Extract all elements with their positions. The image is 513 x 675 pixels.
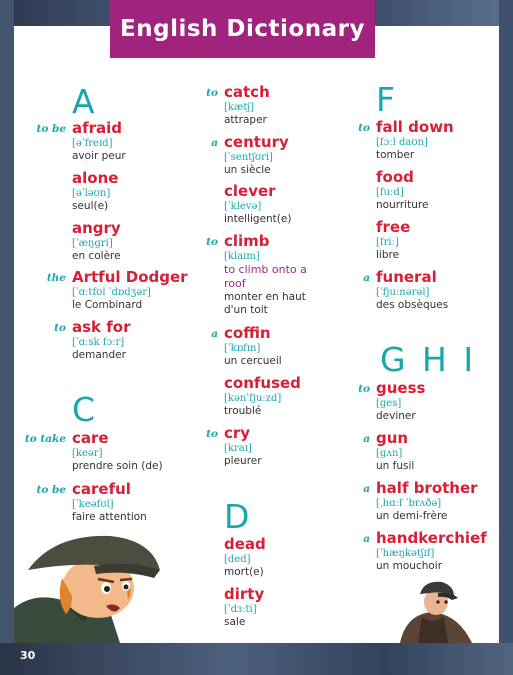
entry-translation: seul(e)	[72, 200, 109, 212]
entry-phonetic: [fuːd]	[376, 187, 404, 198]
entry-translation: en colère	[72, 250, 121, 262]
entry-prefix: to take	[24, 433, 66, 445]
entry-translation: un fusil	[376, 460, 415, 472]
entry-translation: un demi-frère	[376, 510, 448, 522]
entry-word: funeral	[376, 268, 437, 286]
entry-word: century	[224, 133, 289, 151]
entry-phonetic: [əˈfreɪd]	[72, 138, 113, 149]
entry-care	[24, 429, 202, 473]
entry-ask-for	[54, 318, 202, 362]
entry-prefix: to be	[36, 484, 66, 496]
entry-dead	[224, 536, 354, 579]
entry-translation: un mouchoir	[376, 560, 443, 572]
entry-phonetic: [ˌhɑːf ˈbrʌðə]	[376, 498, 442, 509]
entry-word: care	[72, 429, 109, 447]
entry-catch	[206, 83, 354, 127]
entry-phonetic: [ˈkɒfɪn]	[224, 343, 261, 354]
entry-prefix: to be	[36, 123, 66, 135]
entry-word: handkerchief	[376, 529, 487, 547]
entry-phonetic: [ges]	[376, 398, 402, 409]
entry-half-brother	[363, 479, 506, 523]
entry-climb	[206, 232, 354, 317]
entry-translation: demander	[72, 349, 126, 361]
entry-word: free	[376, 218, 411, 236]
entry-confused	[224, 375, 354, 418]
entry-translation: le Combinard	[72, 299, 143, 311]
entry-word: gun	[376, 429, 409, 447]
entry-prefix: a	[363, 272, 370, 284]
entry-careful	[36, 480, 202, 524]
entry-translation: des obsèques	[376, 299, 449, 311]
entry-translation: avoir peur	[72, 150, 126, 162]
entry-word: afraid	[72, 119, 123, 137]
entry-phonetic: [ˈhæŋkətʃɪf]	[376, 548, 435, 559]
entry-funeral	[363, 268, 506, 312]
entry-translation: troublé	[224, 405, 262, 417]
entry-translation: deviner	[376, 410, 416, 422]
entry-phonetic: [ˈfjuːnərəl]	[376, 287, 430, 298]
entry-word: fall down	[376, 118, 454, 136]
entry-prefix: to	[206, 428, 218, 440]
entry-prefix: a	[211, 137, 218, 149]
entry-phonetic: [ˈsentʃʊri]	[224, 152, 273, 163]
entry-cry	[206, 424, 354, 468]
entry-prefix: a	[363, 533, 370, 545]
entry-word: coffin	[224, 324, 271, 342]
page-title: English Dictionary	[110, 0, 375, 58]
entry-phonetic: [ˈɑːsk fɔːr]	[72, 337, 125, 348]
entry-century	[211, 133, 354, 177]
entry-phonetic: [əˈləʊn]	[72, 188, 111, 199]
entry-prefix: to	[206, 236, 218, 248]
letter-heading-d: D	[224, 497, 250, 536]
entry-gun	[363, 429, 506, 473]
entry-prefix: the	[46, 272, 66, 284]
entry-word: cry	[224, 424, 251, 442]
entry-word: food	[376, 168, 414, 186]
page-number: 30	[20, 649, 36, 662]
entry-translation: pleurer	[224, 455, 262, 467]
entry-word: ask for	[72, 318, 131, 336]
entry-artful-dodger	[46, 268, 202, 312]
entry-phonetic: [fɔːl daʊn]	[376, 137, 428, 148]
background-left	[0, 0, 14, 675]
entry-word: catch	[224, 83, 270, 101]
entry-phonetic: [ˈæŋgri]	[72, 238, 113, 249]
entry-word: climb	[224, 232, 270, 250]
entry-afraid	[36, 119, 202, 163]
entry-dirty	[224, 586, 354, 629]
entry-phonetic: [keər]	[72, 448, 103, 459]
entry-prefix: a	[363, 433, 370, 445]
entry-prefix: a	[211, 328, 218, 340]
entry-handkerchief	[363, 529, 506, 573]
entry-translation: attraper	[224, 114, 267, 126]
entry-phonetic: [ˈklevə]	[224, 201, 262, 212]
entry-word: dirty	[224, 585, 265, 603]
entry-guess	[358, 379, 506, 423]
entry-translation: un cercueil	[224, 355, 282, 367]
letter-heading-c: C	[72, 390, 96, 429]
entry-fall-down	[358, 118, 506, 162]
entry-phonetic: [kənˈfjuːzd]	[224, 393, 282, 404]
entry-word: guess	[376, 379, 426, 397]
entry-translation: tomber	[376, 149, 415, 161]
entry-word: half brother	[376, 479, 478, 497]
man-illustration	[392, 580, 482, 643]
background-right	[499, 0, 513, 675]
entry-coffin	[211, 324, 354, 368]
entry-prefix: to	[54, 322, 66, 334]
entry-word: alone	[72, 169, 119, 187]
letter-heading-f: F	[376, 80, 395, 119]
entry-clever	[224, 183, 354, 226]
entry-prefix: to	[358, 122, 370, 134]
entry-food	[376, 169, 506, 212]
entry-phonetic: [kraɪ]	[224, 443, 252, 454]
letter-heading-a: A	[72, 82, 95, 121]
entry-phonetic: [kætʃ]	[224, 102, 254, 113]
entry-translation: intelligent(e)	[224, 213, 292, 225]
entry-translation: mort(e)	[224, 566, 264, 578]
entry-word: Artful Dodger	[72, 268, 188, 286]
entry-phonetic: [ˈkeəfʊl]	[72, 499, 114, 510]
background-bottom	[0, 643, 513, 675]
entry-angry	[72, 220, 202, 263]
entry-phonetic: [klaɪm]	[224, 251, 260, 262]
entry-phonetic: [gʌn]	[376, 448, 403, 459]
entry-free	[376, 219, 506, 262]
entry-phonetic: [ded]	[224, 554, 251, 565]
entry-word: dead	[224, 535, 266, 553]
entry-prefix: to	[358, 383, 370, 395]
entry-prefix: to	[206, 87, 218, 99]
entry-word: angry	[72, 219, 121, 237]
entry-phonetic: [friː]	[376, 237, 399, 248]
entry-word: careful	[72, 480, 131, 498]
entry-translation: faire attention	[72, 511, 147, 523]
entry-translation: monter en haut d'un toit	[224, 291, 306, 316]
entry-translation: nourriture	[376, 199, 429, 211]
entry-translation: un siècle	[224, 164, 271, 176]
entry-phonetic: [ˈɑːtfʊl ˈdɒdʒər]	[72, 287, 151, 298]
entry-translation: prendre soin (de)	[72, 460, 163, 472]
entry-word: confused	[224, 374, 301, 392]
entry-translation: sale	[224, 616, 246, 628]
boy-illustration	[14, 530, 164, 643]
entry-prefix: a	[363, 483, 370, 495]
entry-phonetic: [ˈdɜːti]	[224, 604, 257, 615]
entry-example: to climb onto a roof	[224, 263, 307, 290]
entry-translation: libre	[376, 249, 400, 261]
entry-alone	[72, 170, 202, 213]
entry-word: clever	[224, 182, 276, 200]
letter-heading-ghi: G H I	[380, 340, 477, 379]
